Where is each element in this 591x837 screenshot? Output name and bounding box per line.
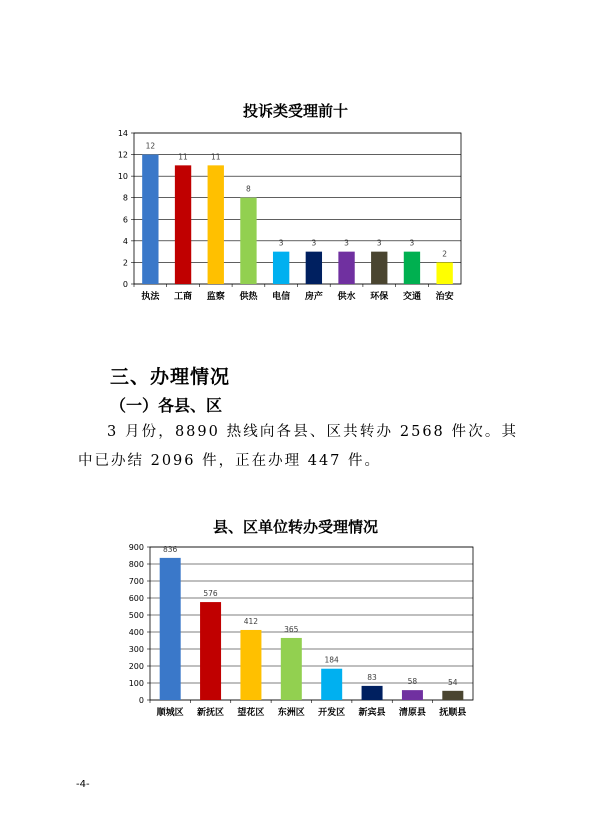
bar (281, 638, 302, 700)
y-tick-label: 2 (122, 258, 128, 268)
x-tick-label: 工商 (174, 292, 193, 302)
chart-title-county-referrals: 县、区单位转办受理情况 (212, 518, 378, 536)
y-tick-label: 6 (122, 215, 128, 225)
data-label: 3 (376, 238, 382, 248)
bar (200, 602, 221, 700)
data-label: 11 (210, 152, 221, 162)
bar (160, 558, 181, 700)
x-tick-label: 电信 (272, 292, 291, 302)
y-tick-label: 8 (122, 193, 128, 203)
x-tick-label: 治安 (435, 292, 454, 302)
x-tick-label: 监察 (206, 292, 225, 302)
bar (402, 690, 423, 700)
page-number: -4- (76, 779, 90, 790)
bar (240, 630, 261, 700)
x-tick-label: 房产 (304, 292, 323, 302)
y-tick-label: 600 (128, 594, 144, 603)
y-tick-label: 500 (128, 611, 144, 620)
x-tick-label: 顺城区 (156, 708, 184, 718)
data-label: 83 (367, 672, 377, 682)
x-tick-label: 环保 (370, 292, 389, 302)
y-tick-label: 800 (128, 560, 144, 569)
x-tick-label: 望花区 (237, 708, 265, 718)
x-tick-label: 抚顺县 (439, 708, 467, 718)
data-label: 58 (407, 677, 418, 687)
y-tick-label: 200 (128, 662, 144, 671)
y-tick-label: 900 (128, 543, 144, 552)
data-label: 365 (284, 624, 299, 634)
data-label: 184 (324, 655, 339, 665)
y-tick-label: 300 (128, 645, 144, 654)
data-label: 3 (409, 238, 415, 248)
bar (362, 686, 383, 700)
y-tick-label: 0 (122, 280, 128, 289)
data-label: 12 (145, 141, 156, 151)
x-tick-label: 执法 (141, 292, 160, 302)
x-tick-label: 供水 (337, 292, 356, 302)
data-label: 11 (178, 152, 188, 162)
bar (321, 669, 342, 700)
x-tick-label: 新抚区 (197, 708, 225, 718)
data-label: 3 (311, 238, 317, 248)
x-tick-label: 清原县 (398, 708, 426, 718)
y-tick-label: 4 (122, 236, 128, 246)
y-tick-label: 400 (128, 628, 144, 637)
section-heading: 三、办理情况 (110, 366, 231, 388)
data-label: 412 (243, 616, 259, 626)
sub-heading: （一）各县、区 (110, 396, 223, 415)
x-tick-label: 新宾县 (358, 708, 386, 718)
y-tick-label: 700 (128, 577, 144, 586)
x-tick-label: 东洲区 (277, 708, 305, 718)
y-tick-label: 10 (117, 172, 128, 182)
data-label: 836 (163, 544, 178, 554)
chart-title-complaints-top10: 投诉类受理前十 (242, 102, 348, 120)
plot-frame (150, 544, 473, 700)
y-tick-label: 0 (138, 696, 144, 705)
y-tick-label: 12 (117, 150, 128, 160)
y-tick-label: 100 (128, 679, 144, 688)
x-tick-label: 开发区 (318, 708, 346, 718)
data-label: 54 (448, 677, 458, 687)
data-label: 3 (278, 238, 284, 248)
bar (442, 691, 463, 700)
data-label: 3 (344, 238, 349, 248)
data-label: 576 (203, 589, 218, 599)
x-tick-label: 交通 (402, 292, 421, 302)
chart-body (129, 543, 473, 718)
x-tick-label: 供热 (239, 292, 258, 302)
data-label: 2 (442, 249, 448, 259)
data-label: 8 (246, 184, 251, 194)
y-tick-label: 14 (117, 129, 128, 138)
summary-paragraph: 3 月份，8890 热线向各县、区共转办 2568 件次。其中已办结 2096 件，正在办理 447 件。 (78, 424, 518, 469)
